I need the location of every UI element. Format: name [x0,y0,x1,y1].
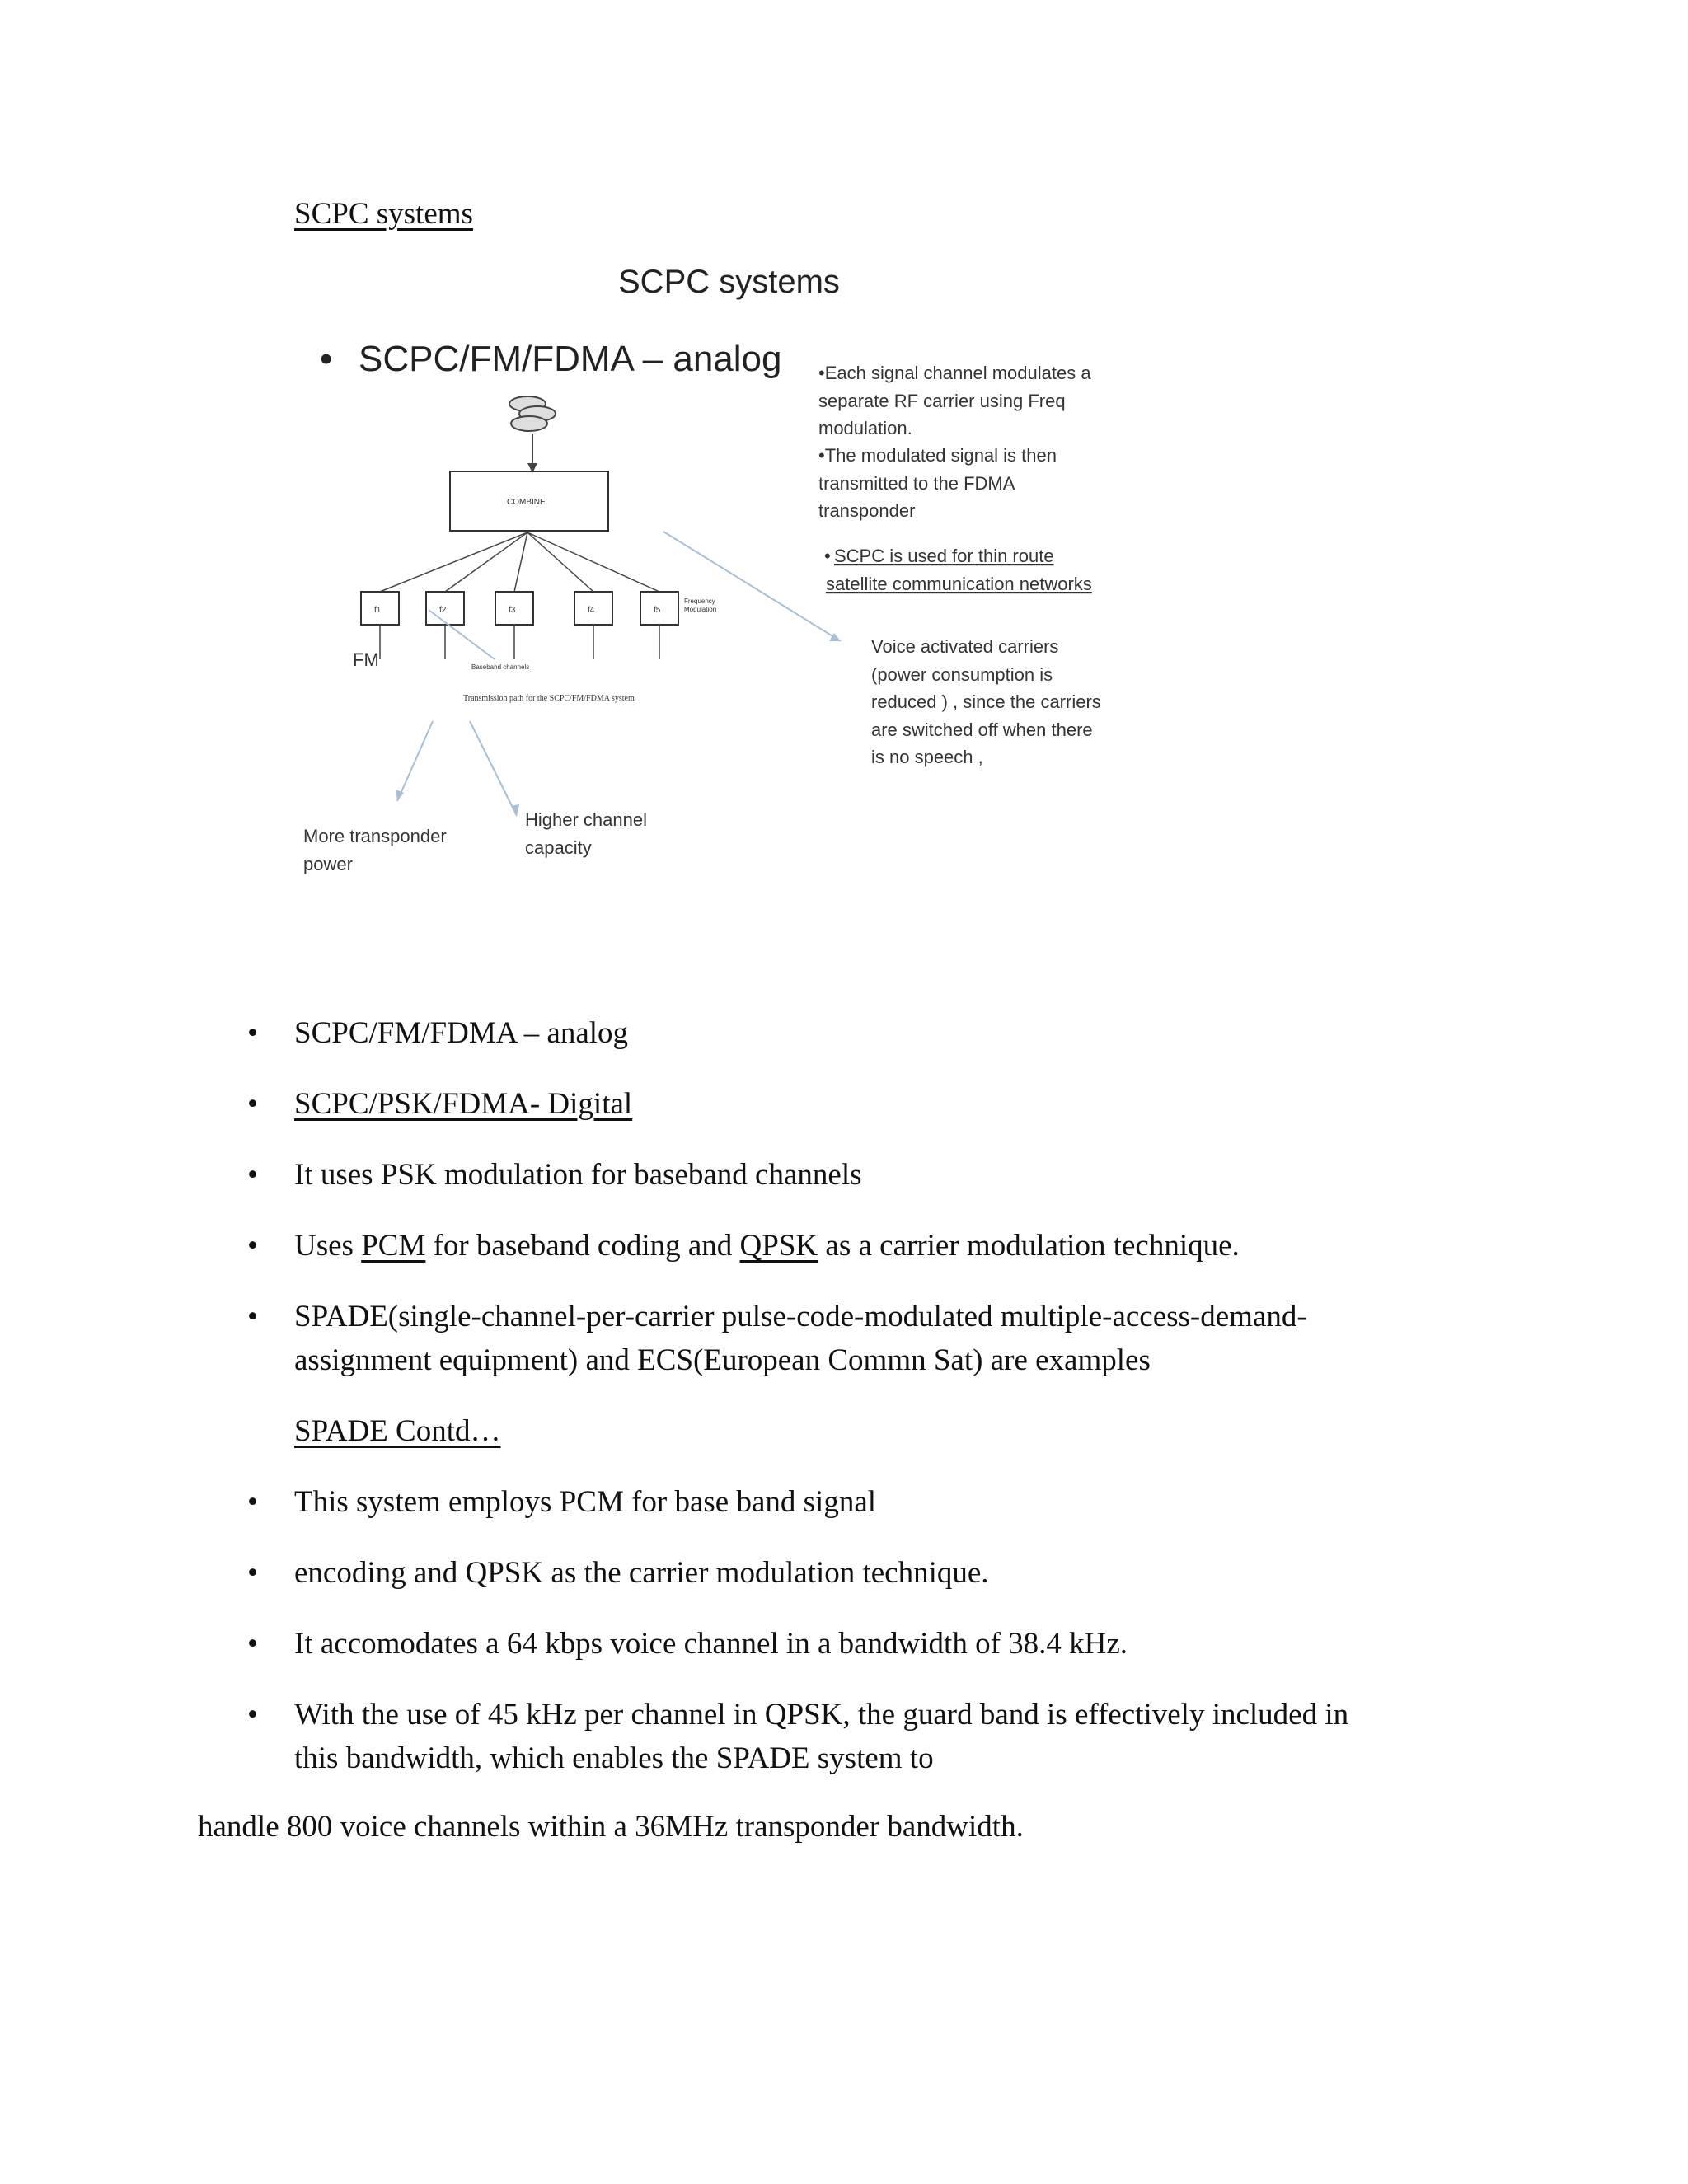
note-bullet: • [824,546,831,566]
channel-boxes [361,592,678,625]
list-item-text: SPADE(single-channel-per-carrier pulse-code-modulated multiple-access-demand- [294,1300,1307,1333]
list-item [247,1693,1448,1780]
bullet-dot: • [247,1087,258,1121]
note-line: SCPC is used for thin route [834,546,1054,566]
list-item [247,1224,1448,1268]
fm-label: FM [353,649,379,670]
bullet-dot: • [247,1485,258,1519]
diagram-title: SCPC systems [618,264,840,300]
bullet-dot: • [247,1698,258,1732]
combine-label: COMBINE [507,498,546,507]
note-line: More transponder [303,826,447,846]
list-item-text: encoding and QPSK as the carrier modulation technique. [294,1556,989,1590]
list-item-text: This system employs PCM for base band signal [294,1485,877,1519]
channel-label: f2 [439,606,447,615]
list-item-text: for baseband coding and [425,1229,740,1263]
list-item-text: It uses PSK modulation for baseband channels [294,1158,862,1192]
bullet-dot: • [247,1016,258,1050]
list-item-text: SCPC/PSK/FDMA- Digital [294,1087,633,1121]
list-item-text: SCPC/FM/FDMA – analog [294,1016,629,1050]
note-line: Higher channel [525,809,647,830]
note-line: transponder [818,500,916,521]
list-item [247,1622,1448,1666]
bullet-dot: • [247,1627,258,1661]
note-line: reduced ) , since the carriers [871,691,1101,712]
list-item-text: as a carrier modulation technique. [818,1229,1240,1263]
note-line: •Each signal channel modulates a [818,363,1091,383]
channel-label: f4 [588,606,595,615]
baseband-label: Baseband channels [471,663,530,671]
list-item [247,1551,1448,1595]
note-line: modulation. [818,418,912,438]
antenna-icon [509,396,556,468]
spade-subheading: SPADE Contd… [294,1414,501,1448]
list-item [247,1295,1448,1382]
note-line: capacity [525,837,592,858]
note-line: separate RF carrier using Freq [818,391,1066,411]
bullet-dot: • [247,1556,258,1590]
qpsk-term: QPSK [739,1229,818,1263]
note-line: transmitted to the FDMA [818,473,1015,494]
diagram-subtitle-bullet: • [320,339,333,379]
bullet-dot: • [247,1229,258,1263]
diagram-subtitle: SCPC/FM/FDMA – analog [359,339,782,379]
note-line: •The modulated signal is then [818,445,1057,466]
note-line: (power consumption is [871,664,1053,685]
list-item-text: Uses [294,1229,362,1263]
list-item [247,1082,1448,1126]
list-item [247,1480,1448,1524]
bullet-dot: • [247,1300,258,1333]
note-line: Voice activated carriers [871,636,1059,657]
list-item [247,1153,1448,1197]
bullet-dot: • [247,1158,258,1192]
diagram-caption: Transmission path for the SCPC/FM/FDMA system [463,694,635,703]
channel-label: f1 [374,606,382,615]
frequency-modulation-label: Modulation [684,606,717,613]
note-line: satellite communication networks [826,574,1092,594]
scpc-diagram [280,247,1170,890]
note-line: power [303,854,353,874]
list-item [247,1011,1448,1055]
note-line: are switched off when there [871,719,1093,740]
list-item-text: this bandwidth, which enables the SPADE system to [294,1741,934,1775]
list-item-text: assignment equipment) and ECS(European Commn Sat) are examples [294,1343,1151,1377]
frequency-modulation-label: Frequency [684,598,715,605]
pcm-term: PCM [361,1229,426,1263]
list-item-text: With the use of 45 kHz per channel in QPSK, the guard band is effectively included in [294,1698,1349,1732]
note-line: is no speech , [871,747,983,767]
section-heading: SCPC systems [294,197,473,231]
channel-label: f3 [509,606,516,615]
closing-paragraph: handle 800 voice channels within a 36MHz transponder bandwidth. [198,1810,1024,1844]
channel-label: f5 [654,606,661,615]
list-item-text: It accomodates a 64 kbps voice channel in a bandwidth of 38.4 kHz. [294,1627,1128,1661]
